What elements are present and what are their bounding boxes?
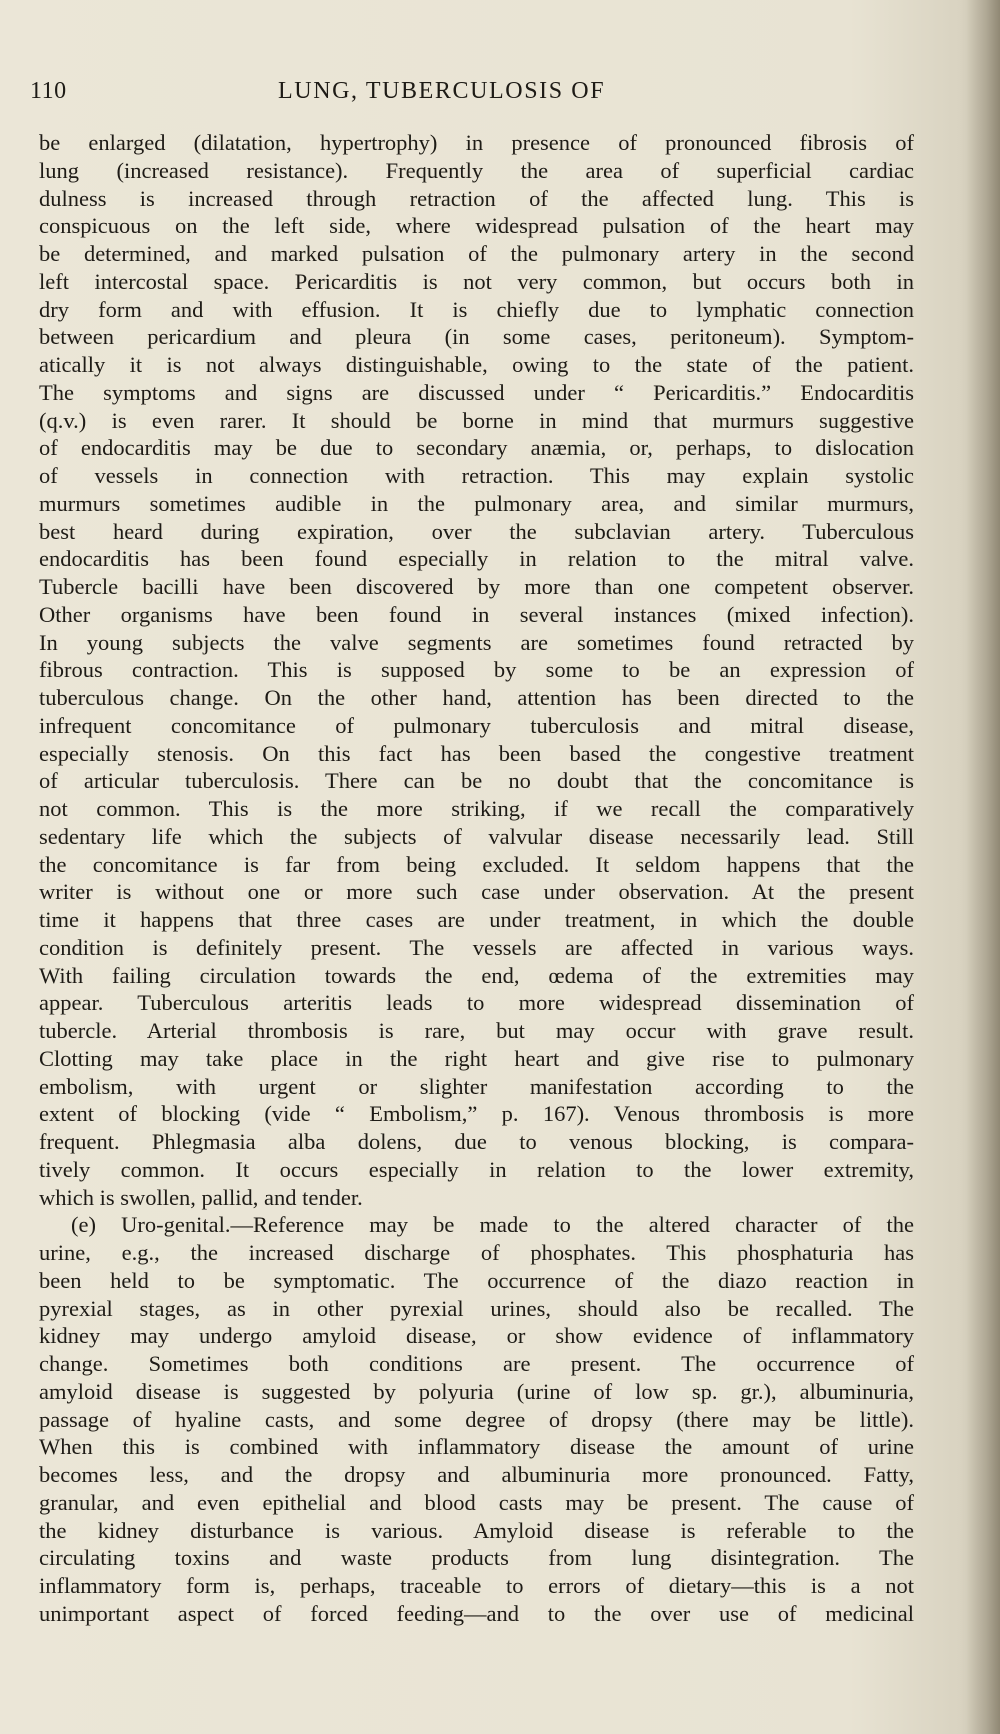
text-line: tubercle. Arterial thrombosis is rare, but may occur with grave result.	[39, 1018, 914, 1043]
text-line: lung (increased resistance). Frequently the area of superficial cardiac	[39, 157, 914, 183]
text-line: pyrexial stages, as in other pyrexial urines, should also be recalled. The	[39, 1295, 914, 1321]
text-line: circulating toxins and waste products from lung disintegration. The	[39, 1545, 914, 1571]
text-line: frequent. Phlegmasia alba dolens, due to venous blocking, is compara-	[39, 1129, 914, 1154]
body-text	[39, 129, 914, 1628]
text-line: change. Sometimes both conditions are present. The occurrence of	[39, 1351, 914, 1376]
text-line: conspicuous on the left side, where widespread pulsation of the heart may	[39, 213, 914, 239]
text-line: amyloid disease is suggested by polyuria (urine of low sp. gr.), albuminuria,	[39, 1378, 914, 1404]
text-line: of endocarditis may be due to secondary anæmia, or, perhaps, to dislocation	[39, 435, 914, 461]
text-line: dry form and with effusion. It is chiefly due to lymphatic connection	[39, 296, 914, 322]
text-line: of articular tuberculosis. There can be no doubt that the concomitance is	[39, 768, 914, 794]
text-line: be enlarged (dilatation, hypertrophy) in presence of pronounced fibrosis of	[39, 130, 914, 155]
text-line: dulness is increased through retraction of the affected lung. This is	[39, 185, 914, 211]
text-line: appear. Tuberculous arteritis leads to more widespread dissemination of	[39, 990, 914, 1016]
page-number: 110	[30, 78, 67, 104]
text-line: With failing circulation towards the end, œdema of the extremities may	[39, 962, 914, 988]
text-line: sedentary life which the subjects of valvular disease necessarily lead. Still	[39, 823, 914, 849]
text-line: the concomitance is far from being excluded. It seldom happens that the	[39, 851, 914, 877]
running-head: LUNG, TUBERCULOSIS OF	[278, 78, 606, 104]
text-line: atically it is not always distinguishable, owing to the state of the patient.	[39, 352, 914, 377]
text-line: Other organisms have been found in several instances (mixed infection).	[39, 601, 914, 627]
text-line: time it happens that three cases are under treatment, in which the double	[39, 907, 914, 932]
text-line: of vessels in connection with retraction. This may explain systolic	[39, 463, 914, 488]
text-line: infrequent concomitance of pulmonary tuberculosis and mitral disease,	[39, 712, 914, 738]
text-line: inflammatory form is, perhaps, traceable to errors of dietary—this is a not	[39, 1573, 914, 1598]
page-header	[30, 78, 930, 114]
text-line: granular, and even epithelial and blood casts may be present. The cause of	[39, 1489, 914, 1515]
text-line: writer is without one or more such case under observation. At the present	[39, 879, 914, 905]
text-line: which is swollen, pallid, and tender.	[39, 1184, 363, 1210]
text-line: The symptoms and signs are discussed under “ Pericarditis.” Endocarditis	[39, 379, 914, 405]
text-line: unimportant aspect of forced feeding—and to the over use of medicinal	[39, 1600, 914, 1626]
text-line: not common. This is the more striking, if we recall the comparatively	[39, 796, 914, 821]
text-line: extent of blocking (vide “ Embolism,” p. 167). Venous thrombosis is more	[39, 1101, 914, 1127]
text-line: been held to be symptomatic. The occurrence of the diazo reaction in	[39, 1267, 914, 1293]
text-line: murmurs sometimes audible in the pulmonary area, and similar murmurs,	[39, 490, 914, 516]
text-line: When this is combined with inflammatory disease the amount of urine	[39, 1434, 914, 1460]
text-line: best heard during expiration, over the subclavian artery. Tuberculous	[39, 518, 914, 544]
text-line: Clotting may take place in the right heart and give rise to pulmonary	[39, 1045, 914, 1071]
text-line: tuberculous change. On the other hand, attention has been directed to the	[39, 685, 914, 710]
text-line: tively common. It occurs especially in relation to the lower extremity,	[39, 1156, 914, 1182]
text-line: left intercostal space. Pericarditis is not very common, but occurs both in	[39, 268, 914, 294]
binding-shadow	[966, 0, 1000, 1734]
text-line: the kidney disturbance is various. Amyloid disease is referable to the	[39, 1517, 914, 1543]
text-line: kidney may undergo amyloid disease, or show evidence of inflammatory	[39, 1323, 914, 1349]
text-line: endocarditis has been found especially in relation to the mitral valve.	[39, 546, 914, 572]
text-line: embolism, with urgent or slighter manifestation according to the	[39, 1073, 914, 1099]
text-line: especially stenosis. On this fact has been based the congestive treatment	[39, 740, 914, 766]
text-line: (q.v.) is even rarer. It should be borne in mind that murmurs suggestive	[39, 407, 914, 433]
text-line: becomes less, and the dropsy and albuminuria more pronounced. Fatty,	[39, 1462, 914, 1487]
text-line: be determined, and marked pulsation of the pulmonary artery in the second	[39, 241, 914, 266]
text-line: passage of hyaline casts, and some degree of dropsy (there may be little).	[39, 1406, 914, 1432]
text-line: fibrous contraction. This is supposed by some to be an expression of	[39, 657, 914, 683]
text-line: Tubercle bacilli have been discovered by more than one competent observer.	[39, 574, 914, 599]
text-line: In young subjects the valve segments are sometimes found retracted by	[39, 629, 914, 655]
text-line: between pericardium and pleura (in some cases, peritoneum). Symptom-	[39, 324, 914, 350]
text-line: (e) Uro-genital.—Reference may be made to the altered character of the	[71, 1212, 914, 1238]
text-line: condition is definitely present. The vessels are affected in various ways.	[39, 934, 914, 960]
text-line: urine, e.g., the increased discharge of phosphates. This phosphaturia has	[39, 1240, 914, 1265]
